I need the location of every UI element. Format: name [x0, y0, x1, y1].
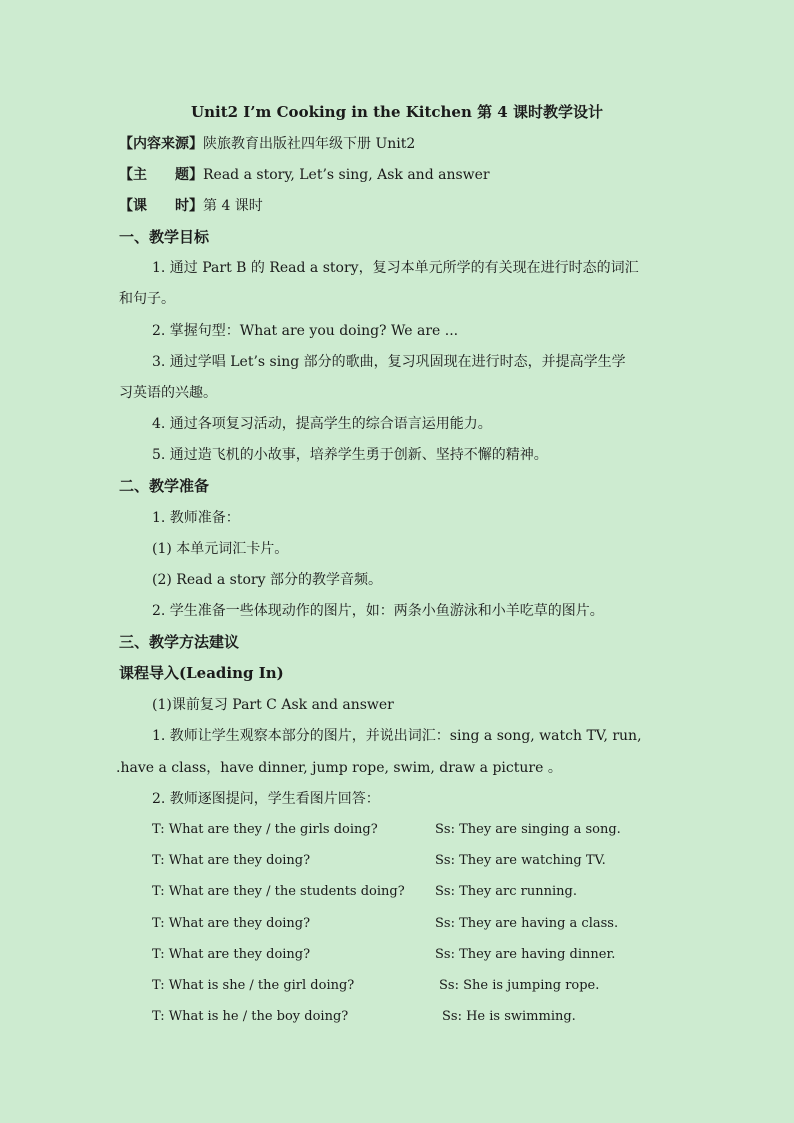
prep-item: (1) 本单元词汇卡片。: [152, 541, 289, 557]
topic-label: 【主 题】: [119, 167, 203, 183]
topic-value: Read a story, Let’s sing, Ask and answer: [203, 167, 490, 183]
student-answer: Ss: They are having a class.: [435, 916, 619, 931]
sub-heading-leading-in: 课程导入(Leading In): [119, 664, 284, 682]
period-value: 第 4 课时: [203, 198, 263, 214]
goal-item: 和句子。: [119, 291, 175, 307]
source-value: 陕旅教育出版社四年级下册 Unit2: [203, 136, 416, 152]
teacher-question: T: What is he / the boy doing?: [152, 1009, 349, 1024]
teacher-question: T: What are they / the students doing?: [152, 884, 405, 899]
goal-item: 5. 通过造飞机的小故事，培养学生勇于创新、坚持不懈的精神。: [152, 447, 548, 463]
period-label: 【课 时】: [119, 198, 203, 214]
goal-item: 4. 通过各项复习活动，提高学生的综合语言运用能力。: [152, 416, 492, 432]
student-answer: Ss: He is swimming.: [442, 1009, 576, 1024]
goal-item: 习英语的兴趣。: [119, 385, 217, 401]
method-item: (1)课前复习 Part C Ask and answer: [152, 697, 394, 713]
source-line: [119, 135, 415, 153]
method-item: 1. 教师让学生观察本部分的图片，并说出词汇：sing a song, watch TV, run,: [152, 728, 642, 744]
goal-item: 2. 掌握句型：What are you doing? We are ...: [152, 323, 459, 339]
teacher-question: T: What are they doing?: [152, 916, 311, 931]
section-heading-goals: 一、教学目标: [119, 228, 210, 246]
teacher-question: T: What is she / the girl doing?: [152, 978, 355, 993]
student-answer: Ss: They arc running.: [435, 884, 577, 899]
source-label: 【内容来源】: [119, 136, 203, 152]
section-heading-methods: 三、教学方法建议: [119, 633, 240, 651]
goal-item: 1. 通过 Part B 的 Read a story，复习本单元所学的有关现在进行时态的词汇: [152, 260, 639, 276]
teacher-question: T: What are they doing?: [152, 853, 311, 868]
teacher-question: T: What are they doing?: [152, 947, 311, 962]
teacher-question: T: What are they / the girls doing?: [152, 822, 378, 837]
topic-line: [119, 166, 490, 184]
student-answer: Ss: She is jumping rope.: [439, 978, 600, 993]
student-answer: Ss: They are having dinner.: [435, 947, 616, 962]
goal-item: 3. 通过学唱 Let’s sing 部分的歌曲，复习巩固现在进行时态，并提高学生学: [152, 354, 626, 370]
method-item: 2. 教师逐图提问，学生看图片回答：: [152, 791, 380, 807]
prep-item: 1. 教师准备：: [152, 510, 240, 526]
student-answer: Ss: They are watching TV.: [435, 853, 606, 868]
page-title: Unit2 I’m Cooking in the Kitchen 第 4 课时教学设计: [191, 103, 603, 121]
prep-item: (2) Read a story 部分的教学音频。: [152, 572, 382, 588]
method-item: .have a class，have dinner, jump rope, swim, draw a picture 。: [116, 760, 562, 776]
student-answer: Ss: They are singing a song.: [435, 822, 621, 837]
prep-item: 2. 学生准备一些体现动作的图片，如：两条小鱼游泳和小羊吃草的图片。: [152, 603, 604, 619]
period-line: [119, 197, 263, 215]
section-heading-prep: 二、教学准备: [119, 477, 210, 495]
